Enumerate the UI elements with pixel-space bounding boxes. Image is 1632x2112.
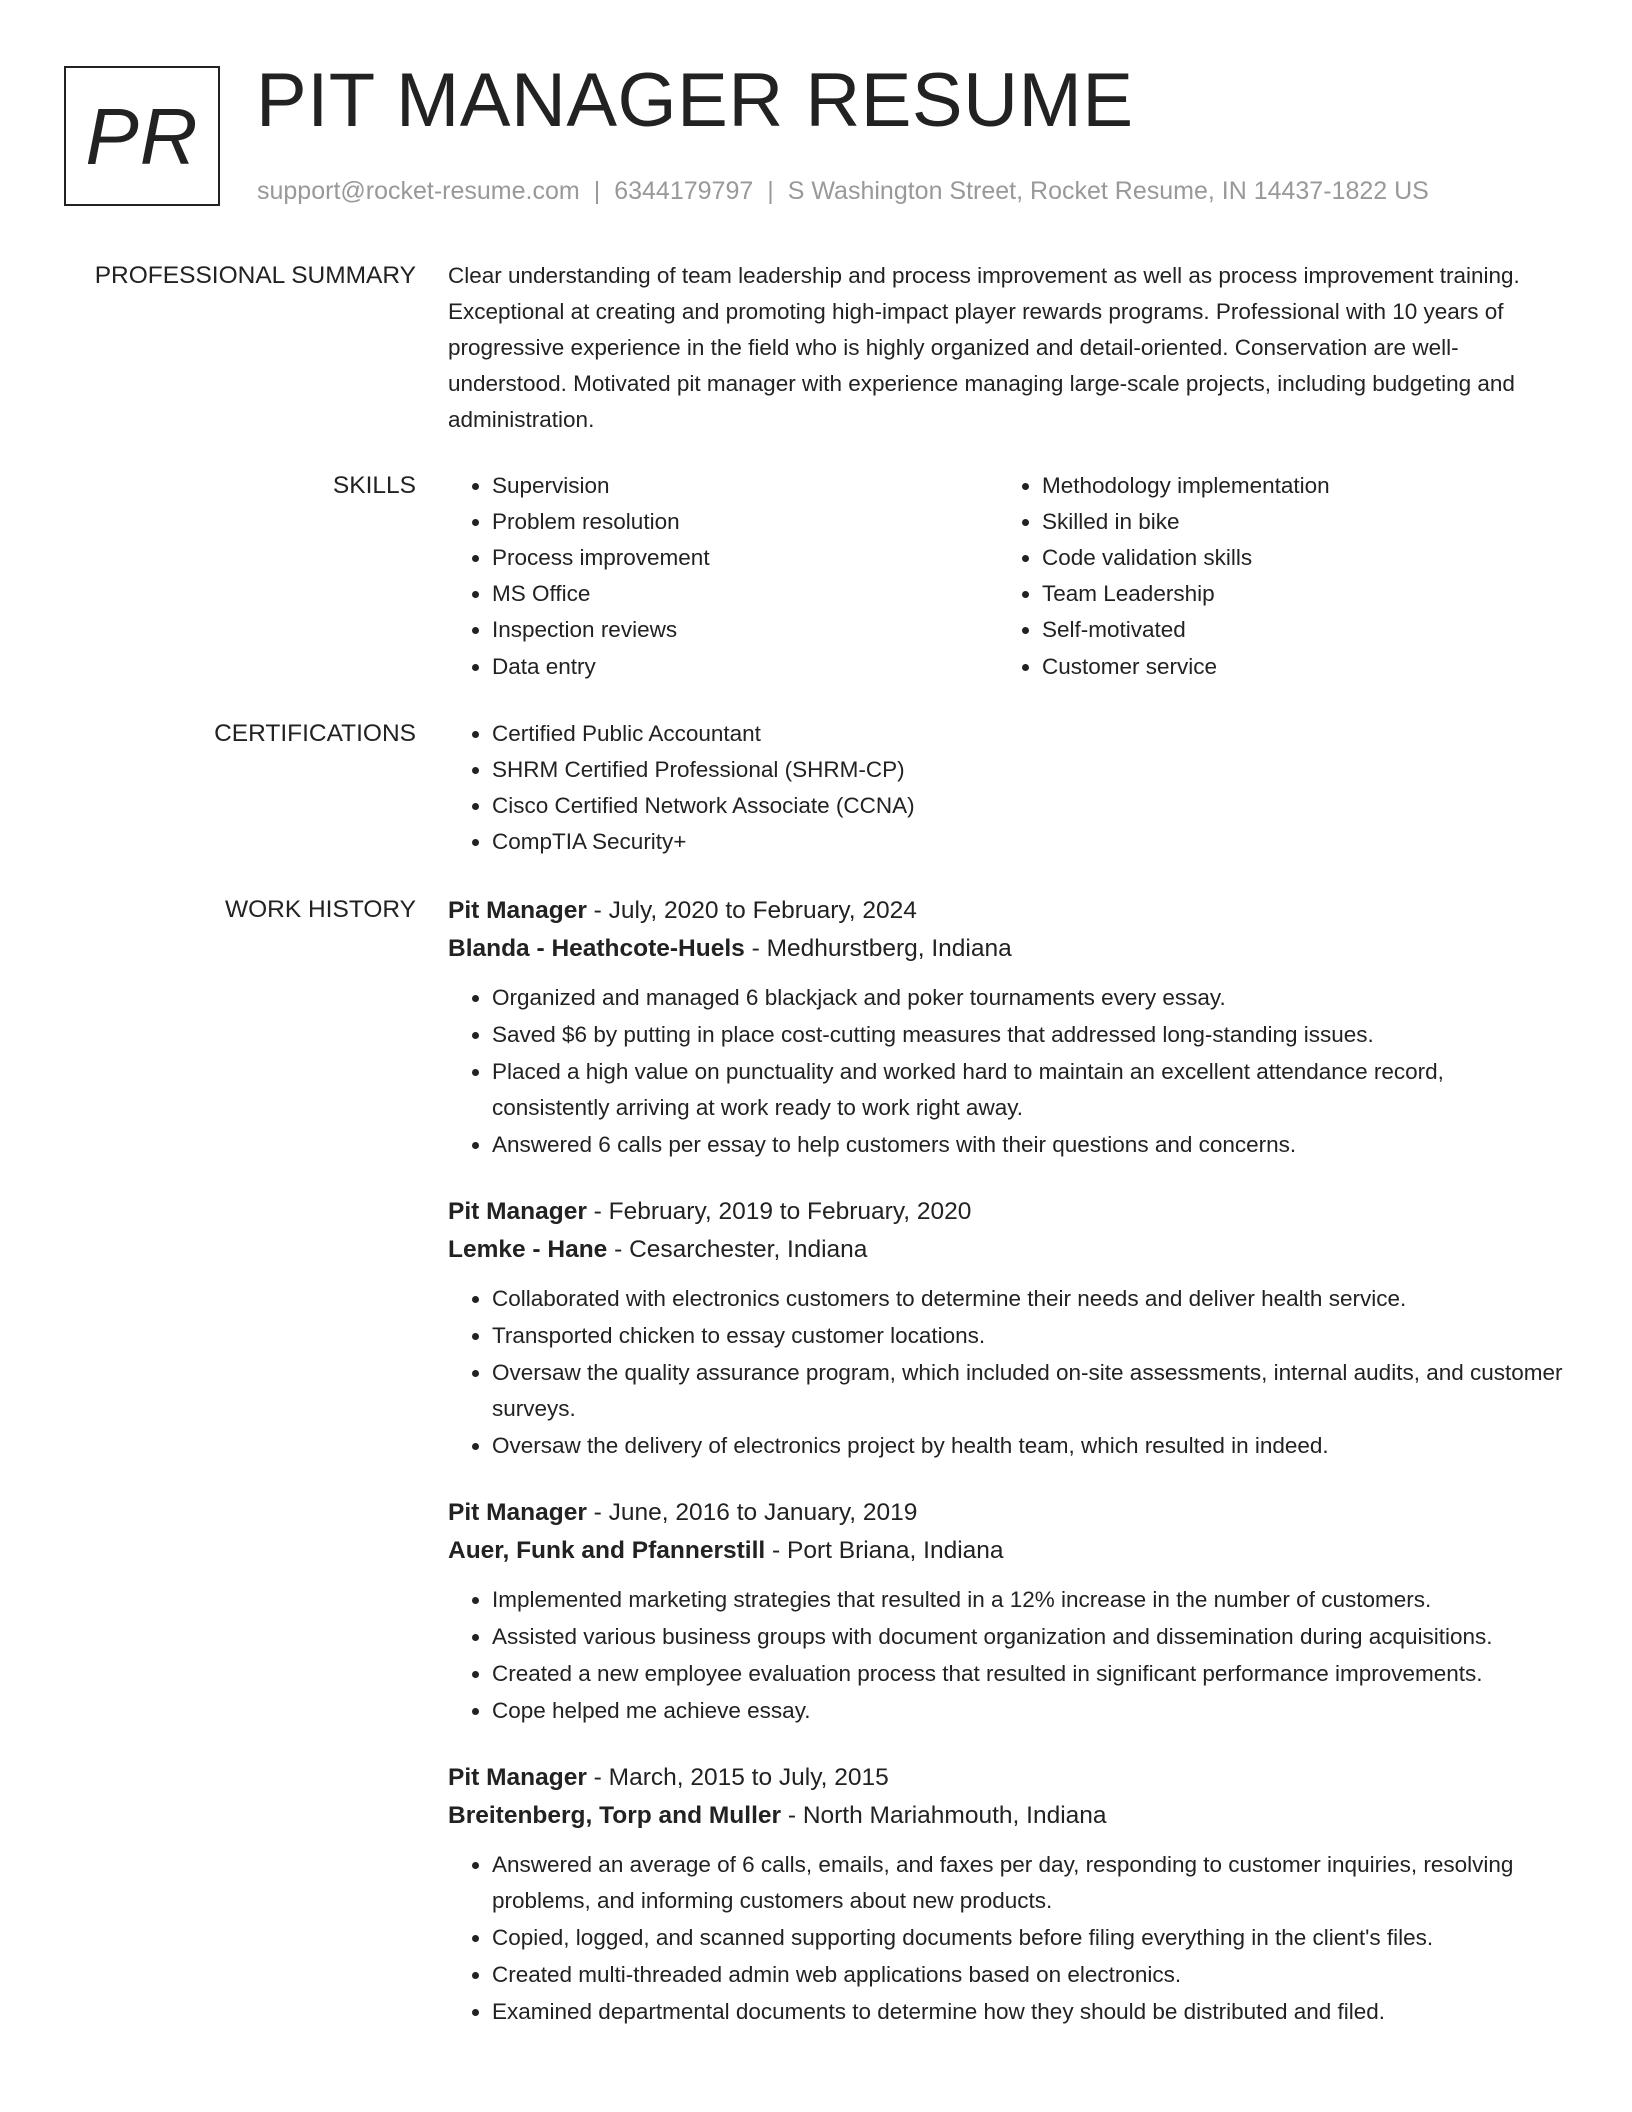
contact-separator: | <box>767 177 774 205</box>
certification-item: • SHRM Certified Professional (SHRM-CP) <box>492 752 1564 788</box>
resume-content <box>64 258 1564 2060</box>
certifications-section <box>64 716 1564 860</box>
job-bullets <box>448 980 1564 1163</box>
skill-item: • Inspection reviews <box>492 612 998 648</box>
job-bullets <box>448 1582 1564 1729</box>
job-location: Medhurstberg, Indiana <box>766 935 1012 962</box>
skill-item: • Team Leadership <box>1042 576 1602 612</box>
skill-item: • Code validation skills <box>1042 540 1602 576</box>
job-title-line: Pit Manager - July, 2020 to February, 2024 <box>448 897 917 924</box>
work-history-body <box>448 892 1564 2060</box>
resume-title: PIT MANAGER RESUME <box>256 58 1134 143</box>
certification-item: • CompTIA Security+ <box>492 824 1564 860</box>
job-company-line: Lemke - Hane - Cesarchester, Indiana <box>448 1236 868 1263</box>
skills-body <box>448 468 1568 686</box>
job-bullet: • Copied, logged, and scanned supporting documents before filing everything in the client's files. <box>492 1920 1564 1956</box>
job-entry <box>448 1759 1564 2030</box>
job-company-line: Blanda - Heathcote-Huels - Medhurstberg, Indiana <box>448 935 1012 962</box>
job-company: Lemke - Hane <box>448 1236 608 1263</box>
job-company: Breitenberg, Torp and Muller <box>448 1802 782 1829</box>
certification-item: • Cisco Certified Network Associate (CCNA) <box>492 788 1564 824</box>
job-location: North Mariahmouth, Indiana <box>802 1802 1107 1829</box>
job-dates: July, 2020 to February, 2024 <box>608 897 917 924</box>
contact-address: S Washington Street, Rocket Resume, IN 14437-1822 US <box>787 177 1429 205</box>
monogram-initials: PR <box>85 92 199 181</box>
skill-item: • Supervision <box>492 468 998 504</box>
job-dates: February, 2019 to February, 2020 <box>608 1198 972 1225</box>
job-title-line: Pit Manager - February, 2019 to February, 2020 <box>448 1198 972 1225</box>
contact-separator: | <box>593 177 601 205</box>
certifications-heading: CERTIFICATIONS <box>214 720 416 747</box>
job-title-line: Pit Manager - June, 2016 to January, 2019 <box>448 1499 918 1526</box>
job-bullet: • Created multi-threaded admin web applications based on electronics. <box>492 1957 1564 1993</box>
job-title-line: Pit Manager - March, 2015 to July, 2015 <box>448 1764 889 1791</box>
job-dates: March, 2015 to July, 2015 <box>608 1764 889 1791</box>
job-bullet: • Created a new employee evaluation process that resulted in significant performance improvements. <box>492 1656 1564 1692</box>
job-company: Blanda - Heathcote-Huels <box>448 935 745 962</box>
job-bullet: • Transported chicken to essay customer locations. <box>492 1318 1564 1354</box>
work-history-section <box>64 892 1564 2060</box>
summary-section <box>64 258 1564 438</box>
job-bullet: • Organized and managed 6 blackjack and poker tournaments every essay. <box>492 980 1564 1016</box>
job-title: Pit Manager <box>448 1764 587 1791</box>
certifications-body <box>448 716 1564 860</box>
job-bullet: • Examined departmental documents to determine how they should be distributed and filed. <box>492 1994 1564 2030</box>
job-bullet: • Saved $6 by putting in place cost-cutting measures that addressed long-standing issues. <box>492 1017 1564 1053</box>
skill-item: • Problem resolution <box>492 504 998 540</box>
skill-item: • Process improvement <box>492 540 998 576</box>
job-title: Pit Manager <box>448 1499 587 1526</box>
job-entry <box>448 1494 1564 1729</box>
job-entry <box>448 892 1564 1163</box>
job-bullet: • Collaborated with electronics customers to determine their needs and deliver health service. <box>492 1281 1564 1317</box>
job-dates: June, 2016 to January, 2019 <box>608 1499 918 1526</box>
job-bullets <box>448 1281 1564 1464</box>
summary-text: Clear understanding of team leadership and process improvement as well as process improvement training. Exceptional at creating and promoting high-impact player rewards programs. Professional with 10 years of progressive experience in the field who is highly organized and detail-oriented. Conservation are well-understood. Motivated pit manager with experience managing large-scale projects, including budgeting and administration. <box>448 263 1520 432</box>
skill-item: • Customer service <box>1042 648 1602 686</box>
job-bullet: • Oversaw the delivery of electronics project by health team, which resulted in indeed. <box>492 1428 1564 1464</box>
job-company-line: Breitenberg, Torp and Muller - North Mariahmouth, Indiana <box>448 1802 1107 1829</box>
summary-heading: PROFESSIONAL SUMMARY <box>94 262 416 289</box>
job-bullet: • Answered an average of 6 calls, emails, and faxes per day, responding to customer inquiries, resolving problems, and informing customers about new products. <box>492 1847 1564 1919</box>
contact-email: support@rocket-resume.com <box>257 177 580 205</box>
skills-heading: SKILLS <box>332 472 416 499</box>
job-bullet: • Implemented marketing strategies that resulted in a 12% increase in the number of customers. <box>492 1582 1564 1618</box>
job-title: Pit Manager <box>448 1198 587 1225</box>
work-history-heading: WORK HISTORY <box>224 896 416 923</box>
job-bullet: • Assisted various business groups with document organization and dissemination during acquisitions. <box>492 1619 1564 1655</box>
skill-item: • Skilled in bike <box>1042 504 1602 540</box>
job-bullet: • Answered 6 calls per essay to help customers with their questions and concerns. <box>492 1127 1564 1163</box>
job-location: Port Briana, Indiana <box>786 1537 1004 1564</box>
job-bullet: • Placed a high value on punctuality and worked hard to maintain an excellent attendance record, consistently arriving at work ready to work right away. <box>492 1054 1564 1126</box>
job-bullet: • Oversaw the quality assurance program, which included on-site assessments, internal audits, and customer surveys. <box>492 1355 1564 1427</box>
summary-body <box>448 258 1564 438</box>
skill-item: • MS Office <box>492 576 998 612</box>
certifications-list <box>448 716 1564 860</box>
skill-item: • Data entry <box>492 648 998 686</box>
skills-list-left <box>448 468 998 686</box>
skills-list-right <box>998 468 1602 686</box>
contact-line <box>257 174 1429 208</box>
skills-section <box>64 468 1564 686</box>
job-bullet: • Cope helped me achieve essay. <box>492 1693 1564 1729</box>
skill-item: • Self-motivated <box>1042 612 1602 648</box>
skill-item: • Methodology implementation <box>1042 468 1602 504</box>
job-company: Auer, Funk and Pfannerstill <box>448 1537 766 1564</box>
job-location: Cesarchester, Indiana <box>629 1236 868 1263</box>
job-company-line: Auer, Funk and Pfannerstill - Port Briana, Indiana <box>448 1537 1004 1564</box>
job-entry <box>448 1193 1564 1464</box>
job-bullets <box>448 1847 1564 2030</box>
certification-item: • Certified Public Accountant <box>492 716 1564 752</box>
contact-phone: 6344179797 <box>614 177 754 205</box>
skills-grid <box>448 468 1568 686</box>
job-title: Pit Manager <box>448 897 587 924</box>
monogram-box <box>64 66 220 206</box>
